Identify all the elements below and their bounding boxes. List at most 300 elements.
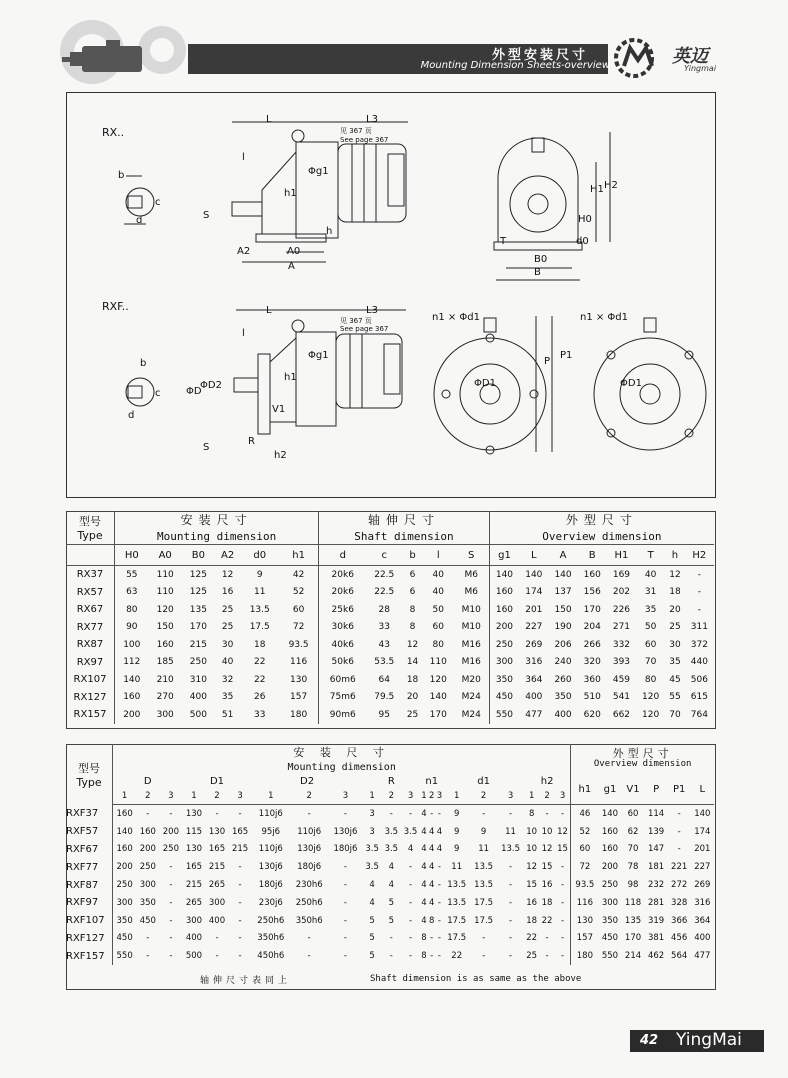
table-cell: M6 xyxy=(464,569,478,580)
table-cell: 110 xyxy=(156,587,174,598)
table-cell: 140 xyxy=(123,674,141,685)
table-row xyxy=(66,584,714,602)
table-cell: 232 xyxy=(647,880,665,891)
table-cell: M20 xyxy=(461,674,481,685)
table-cell: 169 xyxy=(612,569,631,580)
table-cell: 201 xyxy=(694,844,711,855)
table-cell: 114 xyxy=(647,808,665,819)
rx-dimension-table xyxy=(66,511,714,724)
table-cell: 662 xyxy=(612,709,631,720)
table-cell: 204 xyxy=(583,622,601,633)
column-header: g1 xyxy=(489,545,519,566)
table-cell: 130 xyxy=(290,674,308,685)
table-cell: 43 xyxy=(378,639,390,650)
table-cell: 79.5 xyxy=(374,692,395,703)
overview-column-header: g1 xyxy=(598,774,621,805)
table-cell: 157 xyxy=(571,930,599,948)
table-cell: 320 xyxy=(583,657,601,668)
table-cell: 11 xyxy=(505,826,516,837)
table-row xyxy=(66,876,714,894)
table-cell: 160 xyxy=(601,826,619,837)
group-overview-en: Overview dimension xyxy=(489,528,714,545)
table-cell: M10 xyxy=(461,622,481,633)
table-cell: - xyxy=(560,933,565,944)
table-cell: 60 xyxy=(644,639,657,650)
table-cell: 8 xyxy=(421,933,427,944)
table-cell: - xyxy=(560,951,565,962)
dim-L3-rxf: L3 xyxy=(366,305,378,316)
table-cell: 500 xyxy=(185,951,203,962)
table-cell: 215 xyxy=(189,639,207,650)
table-cell: 20k6 xyxy=(319,584,367,602)
table-cell: 13.5 xyxy=(447,897,467,908)
table-cell: - xyxy=(508,880,513,891)
table-cell: 80 xyxy=(126,604,138,615)
table-cell: - xyxy=(508,862,513,873)
table-cell: 350 xyxy=(489,671,519,689)
table-cell: 4 xyxy=(421,880,427,891)
row-type: RX57 xyxy=(66,584,115,602)
column-header: S xyxy=(454,545,489,566)
table-cell: 18 xyxy=(406,674,419,685)
table-cell: - xyxy=(560,880,565,891)
table-cell: - xyxy=(409,915,413,926)
table-cell: 10 xyxy=(526,826,538,837)
logo-text-en: Yingmai xyxy=(684,64,717,73)
table-cell: 30 xyxy=(669,639,681,650)
sub-index-header: 3 xyxy=(555,788,571,805)
table-cell: 350 xyxy=(116,915,133,926)
table-cell: 15 xyxy=(541,862,553,873)
table-cell: 135 xyxy=(624,915,642,926)
table-cell: 90m6 xyxy=(319,706,367,724)
column-header: H0 xyxy=(115,545,149,566)
table-cell: 226 xyxy=(612,604,631,615)
table-cell: 265 xyxy=(208,880,226,891)
sub-index-header: 3 xyxy=(159,788,182,805)
table-cell: - xyxy=(343,808,347,819)
logo-text-cn: 英迈 xyxy=(672,46,708,67)
table-cell: 190 xyxy=(554,622,572,633)
sub-index-header: 2 xyxy=(382,788,401,805)
dim-A: A xyxy=(288,261,295,272)
table-cell: 4 xyxy=(388,880,395,891)
table-cell: - xyxy=(409,808,413,819)
table-cell: 4 xyxy=(421,844,427,855)
overview-group-cn: 外型尺寸 xyxy=(612,747,673,760)
table-cell: 360 xyxy=(583,674,601,685)
sub-index-header: 3 xyxy=(401,788,420,805)
table-cell: 11 xyxy=(253,587,266,598)
dim-L-rxf: L xyxy=(266,305,272,316)
table-cell: 12 xyxy=(557,826,568,837)
gear-motor-logo-graphic xyxy=(22,10,202,90)
group-header: D1 xyxy=(209,775,225,787)
table-cell: - xyxy=(307,933,311,944)
table-cell: 110 xyxy=(429,657,447,668)
column-header: c xyxy=(366,545,402,566)
table-cell: 265 xyxy=(185,897,203,908)
table-cell: 33 xyxy=(378,622,390,633)
table-cell: 12 xyxy=(221,569,234,580)
table-cell: 130 xyxy=(571,912,599,930)
table-cell: 450 xyxy=(139,915,156,926)
table-cell: 22 xyxy=(253,674,266,685)
sub-index-header: 3 xyxy=(229,788,252,805)
dim-V1: V1 xyxy=(272,404,286,415)
table-cell: - xyxy=(169,915,173,926)
table-cell: 9 xyxy=(256,569,263,580)
type-subhead-spacer xyxy=(66,545,115,566)
table-cell: 400 xyxy=(208,915,226,926)
table-cell: 3.5 xyxy=(403,826,418,837)
table-cell: 40k6 xyxy=(319,636,367,654)
table-cell: 300 xyxy=(601,897,619,908)
table-cell: 272 xyxy=(671,880,688,891)
overview-column-header: P xyxy=(645,774,668,805)
table-cell: - xyxy=(508,897,513,908)
table-cell: 180 xyxy=(290,709,308,720)
table-cell: 160 xyxy=(601,844,619,855)
dim-c: c xyxy=(155,197,161,208)
table-cell: 25 xyxy=(406,709,419,720)
row-type: RX127 xyxy=(66,689,115,707)
table-cell: 202 xyxy=(612,587,631,598)
table-cell: 160 xyxy=(116,844,133,855)
table-cell: 160 xyxy=(583,569,601,580)
dim-A0: A0 xyxy=(287,246,301,257)
table-cell: 17.5 xyxy=(474,915,494,926)
table-cell: 4 xyxy=(369,880,375,891)
table-cell: 364 xyxy=(525,674,543,685)
table-cell: 200 xyxy=(139,844,156,855)
table-row xyxy=(66,858,714,876)
table-cell: 55 xyxy=(126,569,138,580)
table-cell: 9 xyxy=(454,826,460,837)
sub-index-header: 2 xyxy=(428,788,436,805)
column-header: b xyxy=(402,545,423,566)
table-cell: 300 xyxy=(185,915,203,926)
table-cell: 180j6 xyxy=(297,862,322,873)
group-header: n1 xyxy=(425,775,439,787)
table-row xyxy=(66,823,714,841)
table-cell: - xyxy=(437,862,441,873)
table-cell: 250 xyxy=(139,862,156,873)
table-cell: 125 xyxy=(189,587,207,598)
dim-g1-rxf: Φg1 xyxy=(308,350,329,361)
table-cell: 22.5 xyxy=(374,587,395,598)
table-cell: - xyxy=(238,880,242,891)
table-cell: 140 xyxy=(601,808,619,819)
table-cell: 250 xyxy=(489,636,519,654)
table-cell: - xyxy=(389,808,393,819)
table-cell: - xyxy=(697,569,701,580)
table-cell: 70 xyxy=(644,657,657,668)
type-header-cn: 型号 xyxy=(79,515,101,528)
table-cell: 30k6 xyxy=(319,619,367,637)
table-cell: 20 xyxy=(669,604,681,615)
table-cell: 60 xyxy=(432,622,444,633)
table-cell: - xyxy=(508,808,513,819)
row-type: RXF107 xyxy=(66,912,113,930)
table-cell: 130j6 xyxy=(297,844,322,855)
table-cell: - xyxy=(146,951,150,962)
table-cell: 63 xyxy=(126,587,138,598)
type-header-2-en: Type xyxy=(76,775,102,789)
table-cell: 13.5 xyxy=(501,844,520,855)
row-type: RXF77 xyxy=(66,858,113,876)
table-cell: 32 xyxy=(221,674,234,685)
table-cell: 35 xyxy=(644,604,657,615)
table-cell: - xyxy=(545,808,549,819)
table-cell: - xyxy=(545,951,549,962)
table-cell: 160 xyxy=(123,692,141,703)
table-cell: 18 xyxy=(541,897,553,908)
table-cell: 156 xyxy=(583,587,601,598)
table-cell: 4 xyxy=(421,862,427,873)
table-cell: 564 xyxy=(671,951,688,962)
dim-L: L xyxy=(266,114,272,125)
table-cell: 215 xyxy=(231,844,249,855)
table-cell: 17.5 xyxy=(447,915,467,926)
table-cell: 22 xyxy=(541,915,553,926)
table-cell: - xyxy=(169,880,173,891)
see-page-cn-rxf: 见 367 页 xyxy=(340,317,372,325)
table-row xyxy=(66,636,714,654)
dim-S-rxf: S xyxy=(203,442,210,453)
table-cell: 440 xyxy=(690,657,708,668)
table-cell: 181 xyxy=(647,862,665,873)
table-cell: - xyxy=(238,951,242,962)
table-cell: 18 xyxy=(669,587,681,598)
row-type: RXF57 xyxy=(66,823,113,841)
table-cell: 3.5 xyxy=(384,826,399,837)
column-header: l xyxy=(423,545,454,566)
technical-drawings xyxy=(66,92,714,496)
row-type: RX107 xyxy=(66,671,115,689)
table-cell: - xyxy=(430,951,434,962)
table-cell: M10 xyxy=(461,604,481,615)
table-cell: - xyxy=(437,915,441,926)
overview-group xyxy=(571,744,714,774)
table-cell: 3 xyxy=(369,826,375,837)
table-cell: 110j6 xyxy=(258,844,283,855)
table-cell: 5 xyxy=(388,915,395,926)
table-cell: 130 xyxy=(185,808,203,819)
table-cell: 120 xyxy=(642,692,660,703)
column-header: H2 xyxy=(685,545,714,566)
table-cell: 4 xyxy=(407,844,414,855)
table-cell: 170 xyxy=(624,933,642,944)
rxf-series-label: RXF.. xyxy=(102,300,129,313)
table-cell: 550 xyxy=(116,951,133,962)
table-cell: 350 xyxy=(554,692,572,703)
sub-index-header: 1 xyxy=(363,788,382,805)
table-cell: 180j6 xyxy=(258,880,283,891)
type-header-en: Type xyxy=(77,529,103,542)
table-cell: 40 xyxy=(644,569,657,580)
table-cell: 227 xyxy=(525,622,543,633)
table-cell: 60 xyxy=(571,841,599,859)
table-cell: 764 xyxy=(690,709,708,720)
table-cell: M24 xyxy=(461,709,481,720)
table-cell: 5 xyxy=(369,915,375,926)
dim-H0: H0 xyxy=(578,214,592,225)
sub-index-header: 2 xyxy=(290,788,328,805)
rx-series-label: RX.. xyxy=(102,126,125,139)
table-cell: - xyxy=(343,915,347,926)
table-cell: 3.5 xyxy=(384,844,399,855)
column-header: A0 xyxy=(149,545,182,566)
table-cell: - xyxy=(307,951,311,962)
table-cell: 78 xyxy=(627,862,639,873)
table-cell: 18 xyxy=(526,915,538,926)
dim-B: B xyxy=(534,267,541,278)
table-cell: 22 xyxy=(253,657,266,668)
table-cell: 170 xyxy=(583,604,601,615)
table-cell: - xyxy=(343,862,347,873)
table-cell: 200 xyxy=(123,709,141,720)
table-cell: - xyxy=(409,933,413,944)
table-cell: 75m6 xyxy=(319,689,367,707)
table-cell: 118 xyxy=(624,897,642,908)
table-cell: 6 xyxy=(409,569,416,580)
sub-index-header: 1 xyxy=(252,788,290,805)
table-cell: 10 xyxy=(526,844,538,855)
table-cell: - xyxy=(169,808,173,819)
table-cell: 140 xyxy=(554,569,572,580)
table-cell: 115 xyxy=(185,826,203,837)
mounting-group-cn: 安 装 尺 寸 xyxy=(293,746,390,759)
table-cell: 477 xyxy=(694,951,711,962)
sub-index-header: 2 xyxy=(136,788,159,805)
row-type: RX67 xyxy=(66,601,115,619)
table-cell: 51 xyxy=(221,709,234,720)
table-row xyxy=(66,930,714,948)
table-cell: 22 xyxy=(451,951,463,962)
table-cell: 53.5 xyxy=(374,657,395,668)
table-cell: 11 xyxy=(478,844,490,855)
sub-index-header: 1 xyxy=(113,788,137,805)
table-cell: 9 xyxy=(480,826,487,837)
table-cell: 40 xyxy=(432,587,444,598)
table-cell: - xyxy=(238,897,242,908)
table-cell: 160 xyxy=(139,826,156,837)
table-cell: 12 xyxy=(669,569,681,580)
table-cell: 16 xyxy=(526,897,538,908)
table-cell: - xyxy=(677,808,681,819)
table-cell: 140 xyxy=(694,808,711,819)
column-header: A2 xyxy=(215,545,240,566)
table-cell: 271 xyxy=(612,622,631,633)
table-cell: 230j6 xyxy=(258,897,283,908)
table-cell: - xyxy=(215,808,219,819)
table-cell: 130j6 xyxy=(333,826,358,837)
table-cell: - xyxy=(677,844,681,855)
dim-h: h xyxy=(326,226,333,237)
sub-index-header: 1 xyxy=(420,788,428,805)
table-cell: - xyxy=(238,808,242,819)
table-cell: 95j6 xyxy=(261,826,281,837)
table-cell: M24 xyxy=(461,692,481,703)
dim-H2: H2 xyxy=(604,180,618,191)
table-cell: - xyxy=(238,933,242,944)
table-cell: 200 xyxy=(601,862,619,873)
table-cell: - xyxy=(545,933,549,944)
table-cell: 160 xyxy=(116,808,133,819)
group-shaft-en: Shaft dimension xyxy=(319,528,489,545)
table-cell: 15 xyxy=(557,844,568,855)
table-cell: 42 xyxy=(292,569,305,580)
table-row xyxy=(66,805,714,823)
overview-column-header: h1 xyxy=(571,774,599,805)
overview-column-header: P1 xyxy=(668,774,691,805)
table-cell: 550 xyxy=(489,706,519,724)
table-cell: 5 xyxy=(369,933,375,944)
table-cell: - xyxy=(437,933,441,944)
row-type: RX97 xyxy=(66,654,115,672)
table-cell: 456 xyxy=(671,933,688,944)
table-cell: 13.5 xyxy=(474,880,494,891)
table-cell: 620 xyxy=(583,709,601,720)
table-cell: 52 xyxy=(292,587,305,598)
table-cell: 46 xyxy=(571,805,599,823)
table-cell: 98 xyxy=(627,880,639,891)
table-cell: - xyxy=(508,951,513,962)
table-cell: 4 xyxy=(429,862,435,873)
group-header: h2 xyxy=(540,775,554,787)
row-type: RX37 xyxy=(66,566,115,584)
table-cell: 4 xyxy=(421,915,427,926)
table-cell: 11 xyxy=(451,862,463,873)
dim-D: ΦD xyxy=(186,386,202,397)
table-cell: - xyxy=(169,933,173,944)
row-type: RX77 xyxy=(66,619,115,637)
table-cell: - xyxy=(482,951,486,962)
table-cell: 17.5 xyxy=(249,622,270,633)
table-cell: - xyxy=(409,862,413,873)
dim-g1: Φg1 xyxy=(308,166,329,177)
table-cell: 25 xyxy=(221,604,234,615)
table-cell: 18 xyxy=(253,639,266,650)
group-header: d1 xyxy=(477,775,490,787)
table-cell: 72 xyxy=(571,858,599,876)
row-type: RXF87 xyxy=(66,876,113,894)
table-cell: 372 xyxy=(690,639,708,650)
table-cell: 4 xyxy=(429,826,435,837)
table-cell: 4 xyxy=(429,880,435,891)
dim-d: d xyxy=(136,215,143,226)
dim-P1: P1 xyxy=(560,350,573,361)
table-cell: 506 xyxy=(690,674,708,685)
table-cell: 3.5 xyxy=(365,862,379,873)
dim-h2: h2 xyxy=(274,450,287,461)
sub-index-header: 2 xyxy=(539,788,554,805)
table-cell: 130 xyxy=(208,826,226,837)
table-cell: 221 xyxy=(671,862,688,873)
dim-R: R xyxy=(248,436,255,447)
group-shaft-cn: 轴伸尺寸 xyxy=(319,511,489,528)
table-cell: 25 xyxy=(669,622,681,633)
table-cell: 80 xyxy=(432,639,444,650)
table-cell: - xyxy=(560,897,565,908)
table-cell: - xyxy=(215,951,219,962)
table-cell: 300 xyxy=(139,880,156,891)
table-cell: 214 xyxy=(624,951,642,962)
dim-n1d1-a: n1 × Φd1 xyxy=(432,312,481,323)
table-cell: 12 xyxy=(526,862,538,873)
table-cell: 139 xyxy=(647,826,665,837)
